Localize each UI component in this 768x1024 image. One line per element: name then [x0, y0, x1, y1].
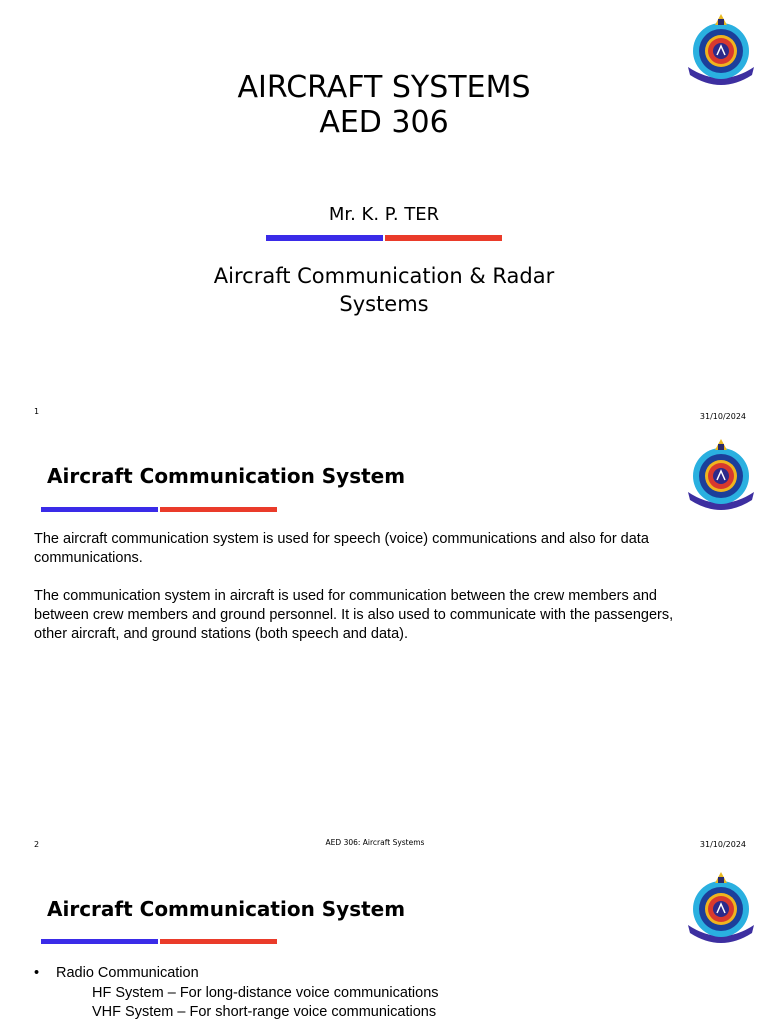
slide-number: 2: [34, 840, 40, 849]
sub-list-item: VHF System – For short-range voice communications: [92, 1004, 437, 1020]
paragraph: The aircraft communication system is used for speech (voice) communications and also for data communications.: [34, 531, 649, 566]
title-line-2: AED 306: [319, 105, 449, 140]
list-item: [34, 964, 694, 984]
slide-heading: Aircraft Communication System: [47, 897, 406, 921]
presentation-title: [0, 70, 768, 140]
slide-heading: Aircraft Communication System: [47, 464, 406, 488]
paragraph: The communication system in aircraft is used for communication between the crew members and between crew members and ground personnel. It is also used to communicate with the passengers, other aircraft, and ground stations (both speech and data).: [34, 588, 674, 642]
divider-red: [160, 507, 277, 512]
divider-blue: [266, 235, 383, 241]
divider-red: [160, 939, 277, 944]
subtitle-line-2: Systems: [339, 292, 429, 316]
presenter-name: Mr. K. P. TER: [328, 204, 440, 225]
divider-blue: [41, 939, 158, 944]
slide-2: [0, 433, 768, 866]
bullet-list: [34, 964, 694, 1023]
slide-3: [0, 866, 768, 1024]
slide-1: [0, 0, 768, 433]
slide-number: 1: [34, 407, 40, 416]
divider-blue: [41, 507, 158, 512]
bullet-text: Radio Communication: [56, 965, 199, 981]
institute-crest-icon: [682, 867, 760, 949]
institute-crest-icon: [682, 434, 760, 516]
presentation-subtitle: [0, 262, 768, 318]
sub-list-item: HF System – For long-distance voice communications: [92, 984, 439, 1001]
slide-date: 31/10/2024: [699, 412, 746, 421]
subtitle-line-1: Aircraft Communication & Radar: [213, 264, 555, 288]
bullet-icon: •: [34, 965, 40, 981]
divider-red: [385, 235, 502, 241]
slide-footer: AED 306: Aircraft Systems: [325, 838, 425, 847]
title-line-1: AIRCRAFT SYSTEMS: [237, 70, 531, 105]
slide-date: 31/10/2024: [699, 840, 746, 849]
slide-body: [34, 530, 694, 663]
